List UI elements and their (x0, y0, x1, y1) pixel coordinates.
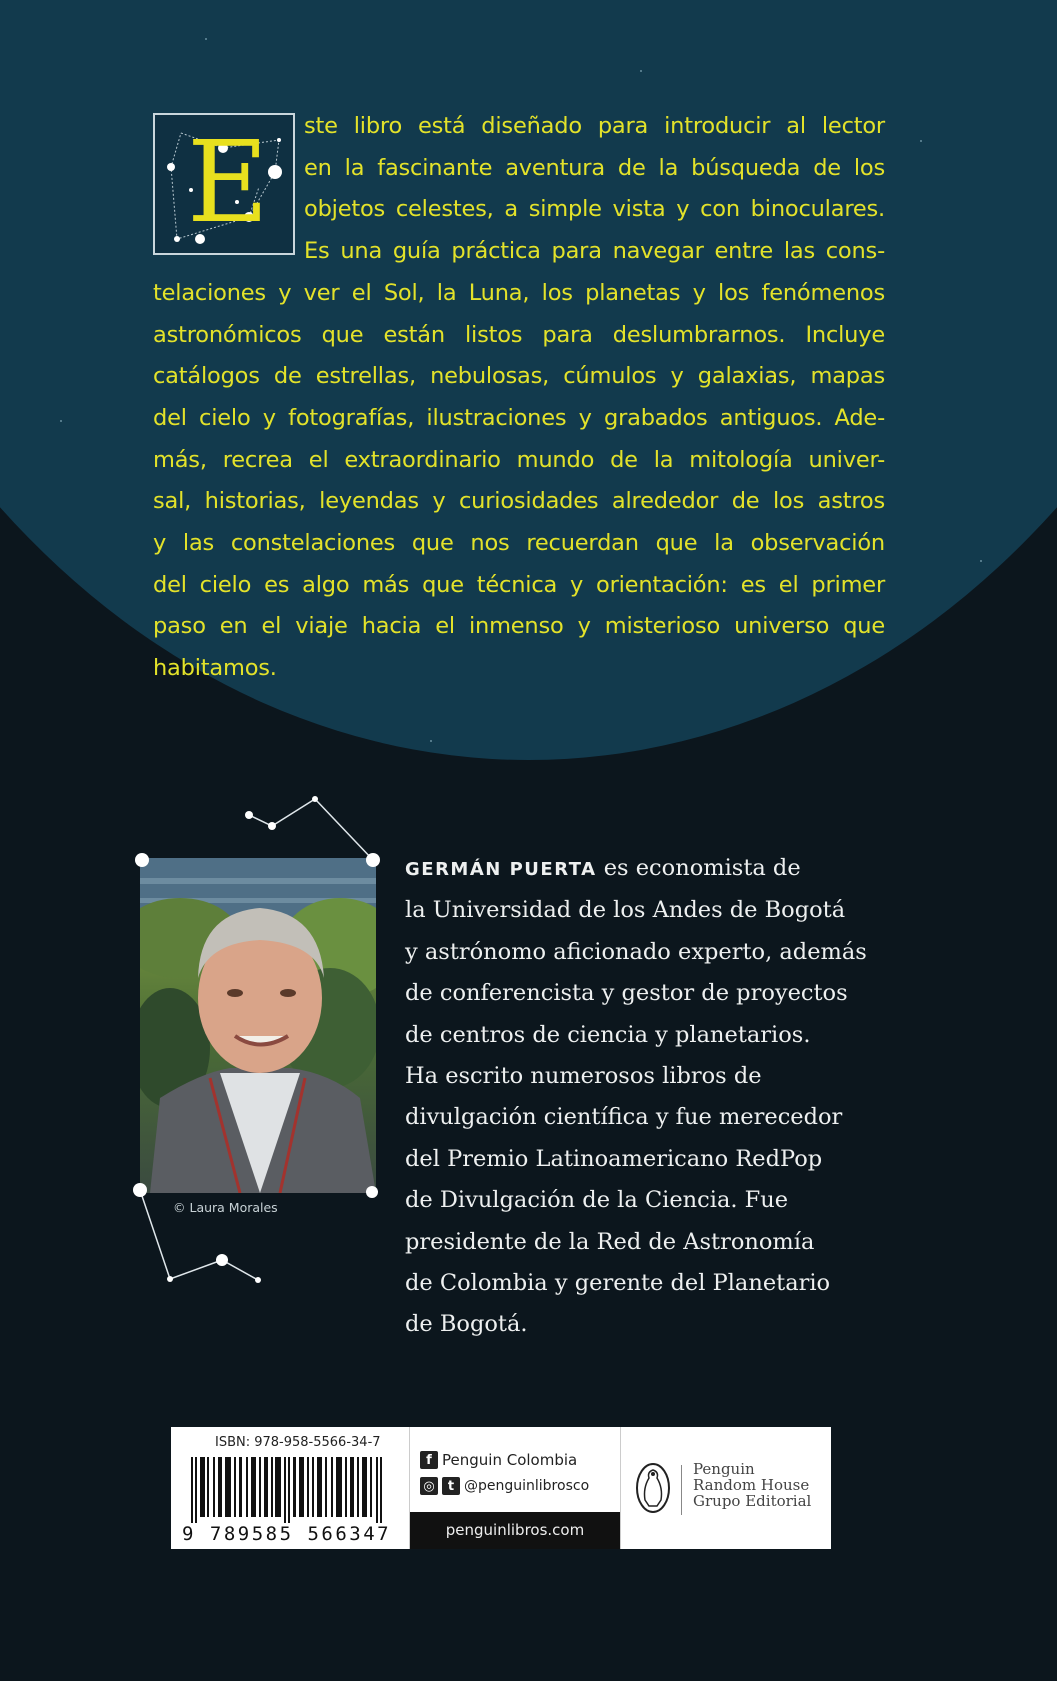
star-speck (60, 420, 62, 422)
author-photo (140, 858, 376, 1193)
author-bio (405, 848, 875, 1346)
star-speck (640, 70, 642, 72)
facebook-row[interactable] (420, 1451, 577, 1469)
bio-line: de Divulgación de la Ciencia. Fue (405, 1187, 789, 1214)
penguin-logo-icon (635, 1462, 671, 1514)
bio-line: del Premio Latinoamericano RedPop (405, 1145, 823, 1172)
blurb-line: telaciones y ver el Sol, la Luna, los planetas y los fenómenos (153, 279, 885, 306)
blurb-line: del cielo es algo más que técnica y orientación: es el primer (153, 571, 885, 598)
social-panel (410, 1427, 621, 1549)
blurb-line: paso en el viaje hacia el inmenso y misterioso universo que (153, 613, 885, 640)
star-speck (430, 740, 432, 742)
photo-credit: © Laura Morales (173, 1200, 278, 1215)
bio-line: de centros de ciencia y planetarios. (405, 1021, 811, 1048)
facebook-label: Penguin Colombia (442, 1451, 578, 1469)
bio-line: de Bogotá. (405, 1311, 528, 1338)
star-speck (920, 140, 922, 142)
social-handle: @penguinlibrosco (464, 1478, 590, 1494)
publisher-line: Penguin (693, 1460, 755, 1478)
blurb-line: ste libro está diseñado para introducir al lector (304, 113, 885, 139)
instagram-icon: ◎ (420, 1477, 438, 1495)
drop-cap-letter: E (187, 118, 269, 248)
publisher-panel (621, 1427, 831, 1549)
publisher-line: Grupo Editorial (693, 1492, 812, 1510)
star-speck (980, 560, 982, 562)
portrait-illustration (140, 858, 376, 1193)
isbn-label: ISBN: 978-958-5566-34-7 (215, 1435, 381, 1450)
publisher-name (693, 1461, 811, 1509)
blurb-line: más, recrea el extraordinario mundo de la mitología univer- (153, 446, 885, 473)
blurb-text (153, 106, 885, 690)
author-name: GERMÁN PUERTA (405, 859, 597, 880)
website-link[interactable]: penguinlibros.com (410, 1512, 620, 1549)
bio-line: de conferencista y gestor de proyectos (405, 980, 848, 1007)
blurb-line: Es una guía práctica para navegar entre las cons- (304, 238, 885, 265)
blurb-line: sal, historias, leyendas y curiosidades alrededor de los astros (153, 488, 885, 515)
logo-divider (681, 1465, 682, 1515)
bio-line: divulgación científica y fue merecedor (405, 1104, 843, 1131)
blurb-line: habitamos. (153, 655, 277, 682)
bio-line: presidente de la Red de Astronomía (405, 1228, 815, 1255)
facebook-icon: f (420, 1451, 438, 1469)
barcode-icon (191, 1457, 391, 1523)
social-handle-row[interactable] (420, 1477, 589, 1495)
bio-text: es economista de (596, 855, 801, 881)
bio-line (405, 848, 875, 890)
publisher-line: Random House (693, 1476, 810, 1494)
blurb-line: objetos celestes, a simple vista y con binoculares. (304, 196, 885, 223)
blurb-line: catálogos de estrellas, nebulosas, cúmulos y galaxias, mapas (153, 363, 885, 390)
twitter-icon: t (442, 1477, 460, 1495)
star-speck (205, 38, 207, 40)
blurb-line: y las constelaciones que nos recuerdan que la observación (153, 530, 885, 557)
barcode-panel (171, 1427, 410, 1549)
blurb-line: del cielo y fotografías, ilustraciones y grabados antiguos. Ade- (153, 404, 885, 431)
barcode-digits: 9 789585 566347 (182, 1523, 392, 1545)
bio-line: Ha escrito numerosos libros de (405, 1063, 762, 1090)
blurb-line: en la fascinante aventura de la búsqueda de los (304, 154, 885, 181)
bio-line: de Colombia y gerente del Planetario (405, 1270, 831, 1297)
bio-line: y astrónomo aficionado experto, además (405, 938, 867, 965)
blurb-line: astronómicos que están listos para deslumbrarnos. Incluye (153, 321, 885, 348)
bio-line: la Universidad de los Andes de Bogotá (405, 897, 846, 924)
barcode-strip (171, 1427, 831, 1549)
